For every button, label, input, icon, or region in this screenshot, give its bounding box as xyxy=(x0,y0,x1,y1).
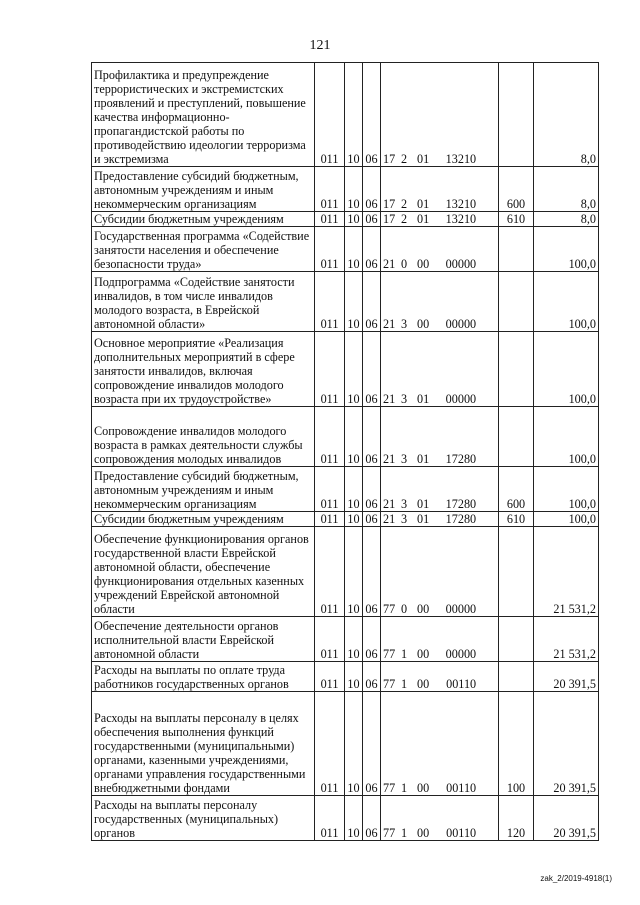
target-article-code: 17 2 01 13210 xyxy=(381,63,499,167)
row-name: Профилактика и предупреждение террористических и экстремистских проявлений и преступлений, повышение качества информационно-пропагандистской работы по противодействию идеологии терроризма и экстремизма xyxy=(92,63,315,167)
table-row xyxy=(92,512,599,527)
target-article-code: 21 3 01 17280 xyxy=(381,407,499,467)
target-article-code: 17 2 01 13210 xyxy=(381,212,499,227)
expense-type-code xyxy=(499,617,534,662)
expense-type-code xyxy=(499,272,534,332)
amount: 20 391,5 xyxy=(534,662,599,692)
subsection-code: 06 xyxy=(363,692,381,796)
row-name: Государственная программа «Содействие занятости населения и обеспечение безопасности труда» xyxy=(92,227,315,272)
grbs-code: 011 xyxy=(315,407,345,467)
page-number: 121 xyxy=(309,38,331,53)
section-code: 10 xyxy=(345,527,363,617)
grbs-code: 011 xyxy=(315,227,345,272)
section-code: 10 xyxy=(345,272,363,332)
amount: 20 391,5 xyxy=(534,692,599,796)
table-row xyxy=(92,662,599,692)
subsection-code: 06 xyxy=(363,227,381,272)
target-article-code: 77 1 00 00000 xyxy=(381,617,499,662)
amount: 20 391,5 xyxy=(534,796,599,841)
section-code: 10 xyxy=(345,617,363,662)
amount: 100,0 xyxy=(534,272,599,332)
expense-type-code: 610 xyxy=(499,512,534,527)
expense-type-code xyxy=(499,407,534,467)
grbs-code: 011 xyxy=(315,692,345,796)
table-row xyxy=(92,407,599,467)
section-code: 10 xyxy=(345,167,363,212)
expense-type-code: 120 xyxy=(499,796,534,841)
subsection-code: 06 xyxy=(363,796,381,841)
section-code: 10 xyxy=(345,227,363,272)
table-row xyxy=(92,212,599,227)
row-name: Сопровождение инвалидов молодого возраста в рамках деятельности службы сопровождения молодых инвалидов xyxy=(92,407,315,467)
amount: 100,0 xyxy=(534,332,599,407)
amount: 100,0 xyxy=(534,467,599,512)
subsection-code: 06 xyxy=(363,527,381,617)
subsection-code: 06 xyxy=(363,63,381,167)
subsection-code: 06 xyxy=(363,272,381,332)
target-article-code: 77 1 00 00110 xyxy=(381,796,499,841)
grbs-code: 011 xyxy=(315,512,345,527)
subsection-code: 06 xyxy=(363,212,381,227)
grbs-code: 011 xyxy=(315,332,345,407)
row-name: Расходы на выплаты по оплате труда работников государственных органов xyxy=(92,662,315,692)
expense-type-code: 600 xyxy=(499,167,534,212)
row-name: Расходы на выплаты персоналу в целях обеспечения выполнения функций государственными (муниципальными) органами, казенными учреждениями, органами управления государственными внебюджетными фондами xyxy=(92,692,315,796)
section-code: 10 xyxy=(345,692,363,796)
amount: 21 531,2 xyxy=(534,527,599,617)
grbs-code: 011 xyxy=(315,212,345,227)
expense-type-code: 600 xyxy=(499,467,534,512)
table-row xyxy=(92,467,599,512)
section-code: 10 xyxy=(345,212,363,227)
subsection-code: 06 xyxy=(363,407,381,467)
subsection-code: 06 xyxy=(363,467,381,512)
row-name: Обеспечение функционирования органов государственной власти Еврейской автономной области, обеспечение функционирования отдельных казенных учреждений Еврейской автономной области xyxy=(92,527,315,617)
target-article-code: 77 1 00 00110 xyxy=(381,662,499,692)
amount: 8,0 xyxy=(534,212,599,227)
section-code: 10 xyxy=(345,662,363,692)
table-row xyxy=(92,332,599,407)
grbs-code: 011 xyxy=(315,662,345,692)
grbs-code: 011 xyxy=(315,617,345,662)
amount: 100,0 xyxy=(534,512,599,527)
amount: 21 531,2 xyxy=(534,617,599,662)
row-name: Субсидии бюджетным учреждениям xyxy=(92,512,315,527)
section-code: 10 xyxy=(345,796,363,841)
section-code: 10 xyxy=(345,407,363,467)
subsection-code: 06 xyxy=(363,662,381,692)
row-name: Расходы на выплаты персоналу государственных (муниципальных) органов xyxy=(92,796,315,841)
row-name: Основное мероприятие «Реализация дополнительных мероприятий в сфере занятости инвалидов, включая сопровождение инвалидов молодого возраста при их трудоустройстве» xyxy=(92,332,315,407)
grbs-code: 011 xyxy=(315,467,345,512)
target-article-code: 17 2 01 13210 xyxy=(381,167,499,212)
target-article-code: 77 1 00 00110 xyxy=(381,692,499,796)
amount: 8,0 xyxy=(534,167,599,212)
target-article-code: 21 3 01 00000 xyxy=(381,332,499,407)
grbs-code: 011 xyxy=(315,272,345,332)
table-row xyxy=(92,227,599,272)
table-row xyxy=(92,796,599,841)
target-article-code: 21 3 00 00000 xyxy=(381,272,499,332)
row-name: Обеспечение деятельности органов исполнительной власти Еврейской автономной области xyxy=(92,617,315,662)
grbs-code: 011 xyxy=(315,167,345,212)
row-name: Предоставление субсидий бюджетным, автономным учреждениям и иным некоммерческим организациям xyxy=(92,467,315,512)
section-code: 10 xyxy=(345,512,363,527)
expense-type-code xyxy=(499,662,534,692)
expense-type-code xyxy=(499,332,534,407)
section-code: 10 xyxy=(345,63,363,167)
table-row xyxy=(92,692,599,796)
subsection-code: 06 xyxy=(363,617,381,662)
target-article-code: 21 3 01 17280 xyxy=(381,512,499,527)
amount: 8,0 xyxy=(534,63,599,167)
row-name: Подпрограмма «Содействие занятости инвалидов, в том числе инвалидов молодого возраста, в Еврейской автономной области» xyxy=(92,272,315,332)
grbs-code: 011 xyxy=(315,796,345,841)
budget-table xyxy=(91,62,599,841)
table-row xyxy=(92,167,599,212)
expense-type-code xyxy=(499,527,534,617)
section-code: 10 xyxy=(345,467,363,512)
row-name: Предоставление субсидий бюджетным, автономным учреждениям и иным некоммерческим организациям xyxy=(92,167,315,212)
target-article-code: 21 3 01 17280 xyxy=(381,467,499,512)
grbs-code: 011 xyxy=(315,63,345,167)
expense-type-code xyxy=(499,227,534,272)
grbs-code: 011 xyxy=(315,527,345,617)
document-footer-code: zak_2/2019-4918(1) xyxy=(540,874,612,883)
expense-type-code: 610 xyxy=(499,212,534,227)
target-article-code: 21 0 00 00000 xyxy=(381,227,499,272)
table-row xyxy=(92,617,599,662)
section-code: 10 xyxy=(345,332,363,407)
table-row xyxy=(92,63,599,167)
subsection-code: 06 xyxy=(363,332,381,407)
table-row xyxy=(92,272,599,332)
expense-type-code xyxy=(499,63,534,167)
subsection-code: 06 xyxy=(363,512,381,527)
table-row xyxy=(92,527,599,617)
target-article-code: 77 0 00 00000 xyxy=(381,527,499,617)
amount: 100,0 xyxy=(534,407,599,467)
subsection-code: 06 xyxy=(363,167,381,212)
amount: 100,0 xyxy=(534,227,599,272)
expense-type-code: 100 xyxy=(499,692,534,796)
row-name: Субсидии бюджетным учреждениям xyxy=(92,212,315,227)
